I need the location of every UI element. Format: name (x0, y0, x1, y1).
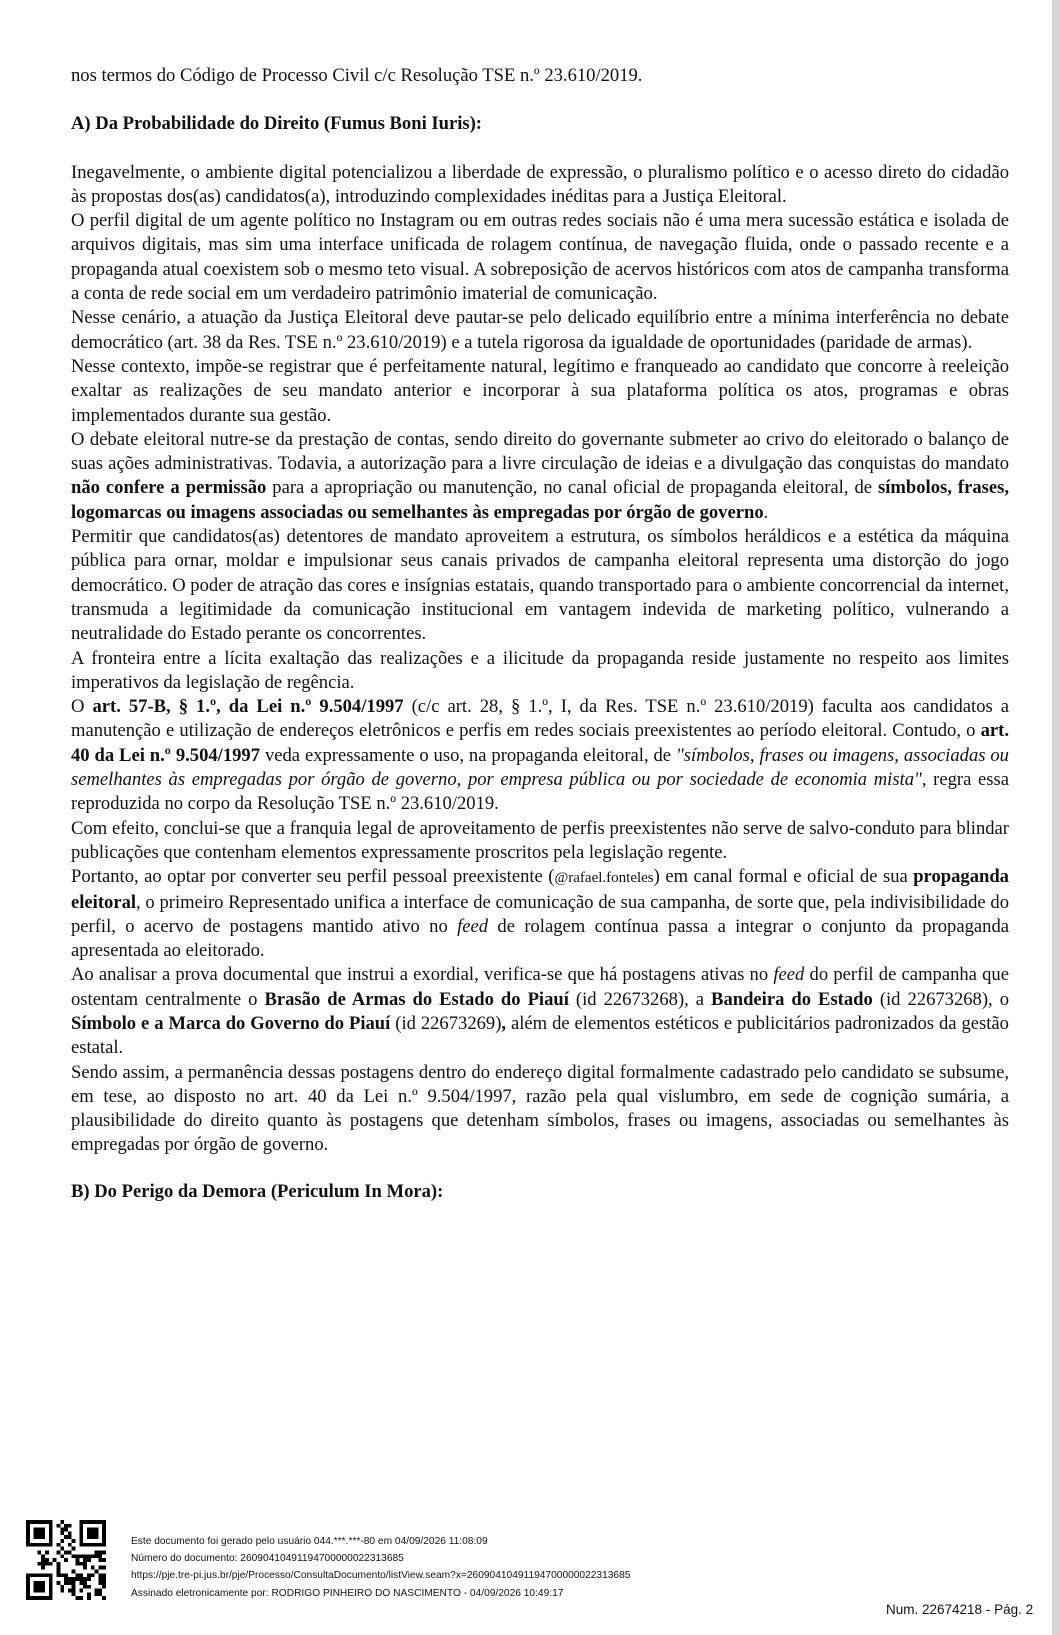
paragraph-11: Ao analisar a prova documental que instrui a exordial, verifica-se que há postagens ativas no feed do perfil de campanha que ostentam centralmente o Brasão de Armas do Estado do Piauí (id 22673268), a Bandeira do Estado (id 22673268), o Símbolo e a Marca do Governo do Piauí (id 22673269), além de elementos estéticos e publicitários padronizados da gestão estatal. (71, 964, 1009, 1059)
term-feed: feed (457, 915, 489, 937)
paragraph-12: Sendo assim, a permanência dessas postagens dentro do endereço digital formalmente cadastrado pelo candidato se subsume, em tese, ao disposto no art. 40 da Lei n.º 9.504/1997, razão pela qual vislumbro, em sede de cognição sumária, a plausibilidade do direito quanto às postagens que detenham símbolos, frases ou imagens, associadas ou semelhantes às empregadas por órgão de governo. (71, 1061, 1009, 1156)
document-number-line: Número do documento: 26090410491194700000022313685 (131, 1553, 404, 1565)
document-body (71, 64, 1009, 1204)
paragraph-9: Com efeito, conclui-se que a franquia legal de aproveitamento de perfis preexistentes não serve de salvo-conduto para blindar publicações que contenham elementos expressamente proscritos pela legislação regente. (71, 817, 1009, 863)
verification-url[interactable]: https://pje.tre-pi.jus.br/pje/Processo/ConsultaDocumento/listView.seam?x=26090410491194700000022313685 (131, 1570, 631, 1582)
paragraph-7: A fronteira entre a lícita exaltação das realizações e a ilicitude da propaganda reside justamente no respeito aos limites imperativos da legislação de regência. (71, 647, 1009, 693)
emphasis-brasao: Brasão de Armas do Estado do Piauí (264, 988, 569, 1010)
citation-art-57b: art. 57-B, § 1.º, da Lei n.º 9.504/1997 (92, 696, 404, 718)
emphasis-simbolo: Símbolo e a Marca do Governo do Piauí (71, 1012, 391, 1034)
emphasis-symbols: símbolos, frases, logomarcas ou imagens associadas ou semelhantes às empregadas por órgão de governo (71, 477, 1010, 523)
quoted-law-text: "símbolos, frases ou imagens, associadas ou semelhantes às empregadas por órgão de governo, por empresa pública ou por sociedade de economia mista" (71, 744, 1009, 791)
paragraph-10: Portanto, ao optar por converter seu perfil pessoal preexistente (@rafael.fonteles) em canal formal e oficial de sua propaganda eleitoral, o primeiro Representado unifica a interface de comunicação de sua campanha, de sorte que, pela indivisibilidade do perfil, o acervo de postagens mantido ativo no feed de rolagem contínua passa a integrar o conjunto da propaganda apresentada ao eleitorado. (71, 866, 1009, 962)
section-b-heading: B) Do Perigo da Demora (Periculum In Mora): (71, 1180, 444, 1202)
paragraph-1: Inegavelmente, o ambiente digital potencializou a liberdade de expressão, o pluralismo político e o acesso direto do cidadão às propostas dos(as) candidatos(a), introduzindo complexidades inéditas para a Justiça Eleitoral. (71, 161, 1009, 207)
section-a-heading: A) Da Probabilidade do Direito (Fumus Boni Iuris): (71, 113, 482, 135)
page-number: Num. 22674218 - Pág. 2 (886, 1602, 1034, 1617)
paragraph-3: Nesse cenário, a atuação da Justiça Eleitoral deve pautar-se pelo delicado equilíbrio entre a mínima interferência no debate democrático (art. 38 da Res. TSE n.º 23.610/2019) e a tutela rigorosa da igualdade de oportunidades (paridade de armas). (71, 307, 1009, 353)
citation-art-40: art. 40 da Lei n.º 9.504/1997 (71, 720, 1009, 766)
paragraph-8: O art. 57-B, § 1.º, da Lei n.º 9.504/1997 (c/c art. 28, § 1.º, I, da Res. TSE n.º 23.610/2019) faculta aos candidatos a manutenção e utilização de endereços eletrônicos e perfis em redes sociais preexistentes ao período eleitoral. Contudo, o art. 40 da Lei n.º 9.504/1997 veda expressamente o uso, na propaganda eleitoral, de "símbolos, frases ou imagens, associadas ou semelhantes às empregadas por órgão de governo, por empresa pública ou por sociedade de economia mista", regra essa reproduzida no corpo da Resolução TSE n.º 23.610/2019. (71, 696, 1010, 815)
qr-code-icon (26, 1520, 106, 1600)
emphasis-no-permission: não confere a permissão (71, 477, 267, 499)
page-edge-shadow (1052, 0, 1060, 1635)
document-footer (0, 1510, 1060, 1635)
paragraph-2: O perfil digital de um agente político no Instagram ou em outras redes sociais não é uma mera sucessão estática e isolada de arquivos digitais, mas sim uma interface unificada de rolagem contínua, de navegação fluida, onde o passado recente e a propaganda atual coexistem sob o mesmo teto visual. A sobreposição de acervos históricos com atos de campanha transforma a conta de rede social em um verdadeiro patrimônio imaterial de comunicação. (71, 210, 1009, 305)
term-feed-2: feed (773, 964, 805, 986)
intro-line: nos termos do Código de Processo Civil c/c Resolução TSE n.º 23.610/2019. (71, 65, 643, 86)
generated-by-line: Este documento foi gerado pelo usuário 044.***.***-80 em 04/09/2026 11:08:09 (131, 1536, 488, 1547)
instagram-handle: @rafael.fonteles (554, 870, 654, 887)
paragraph-5: O debate eleitoral nutre-se da prestação de contas, sendo direito do governante submeter ao crivo do eleitorado o balanço de suas ações administrativas. Todavia, a autorização para a livre circulação de ideias e a divulgação das conquistas do mandato não confere a permissão para a apropriação ou manutenção, no canal oficial de propaganda eleitoral, de símbolos, frases, logomarcas ou imagens associadas ou semelhantes às empregadas por órgão de governo. (71, 428, 1010, 523)
paragraph-6: Permitir que candidatos(as) detentores de mandato aproveitem a estrutura, os símbolos heráldicos e a estética da máquina pública para ornar, moldar e impulsionar seus canais privados de campanha eleitoral representa uma distorção do jogo democrático. O poder de atração das cores e insígnias estatais, quando transportado para o ambiente concorrencial da internet, transmuda a legitimidade da comunicação institucional em vantagem indevida de marketing político, vulnerando a neutralidade do Estado perante os concorrentes. (71, 526, 1009, 645)
paragraph-4: Nesse contexto, impõe-se registrar que é perfeitamente natural, legítimo e franqueado ao candidato que concorre à reeleição exaltar as realizações de seu mandato anterior e incorporar à sua plataforma política os atos, programas e obras implementados durante sua gestão. (71, 355, 1009, 426)
signature-info (131, 1533, 630, 1602)
emphasis-propaganda: propaganda eleitoral (71, 866, 1009, 913)
signed-by-line: Assinado eletronicamente por: RODRIGO PINHEIRO DO NASCIMENTO - 04/09/2026 10:49:17 (131, 1587, 564, 1599)
emphasis-bandeira: Bandeira do Estado (711, 988, 873, 1010)
